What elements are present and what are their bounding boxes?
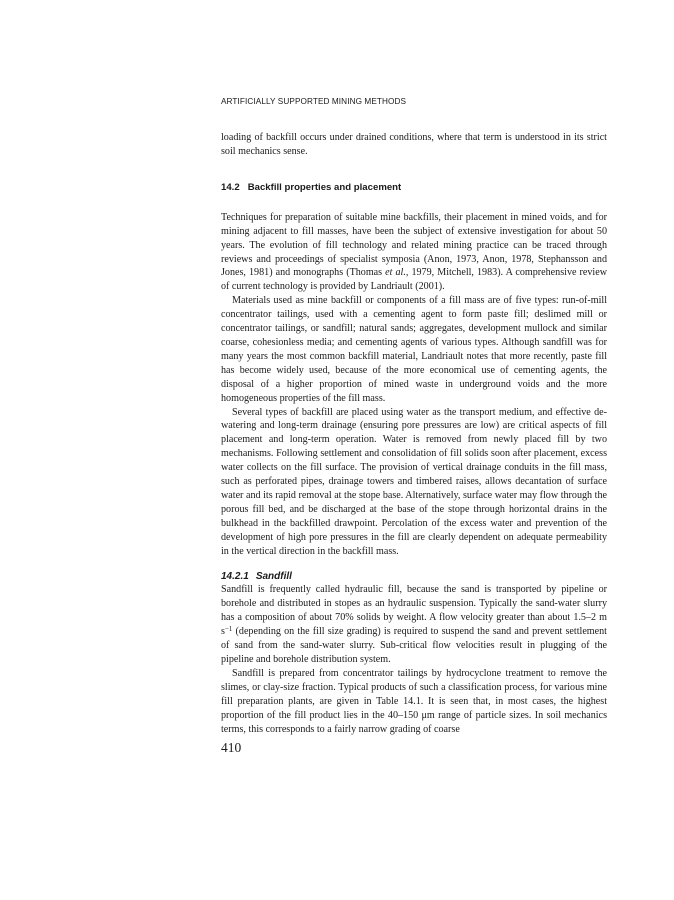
et-al: et al. <box>385 267 406 279</box>
subsection-number: 14.2.1 <box>221 571 249 583</box>
subsection-paragraph-1-part1: Sandfill is frequently called hydraulic fill, because the sand is transported by pipeline or borehole and distributed in stopes as an hydraulic suspension. Typically the sand-water slurry has a composition of about 70% solids by weight. A flow velocity greater than about 1.5–2 m s <box>221 584 607 638</box>
section-paragraph-1-part1: Techniques for preparation of suitable mine backfills, their placement in mined voids, and for mining adjacent to fill masses, have been the subject of extensive investigation for about 50 years. The evolution of fill technology and related mining practice can be traced through reviews and proceedings of specialist symposia (Anon, 1973, Anon, 1978, Stephansson and Jones, 1981) and monographs (Thomas <box>221 211 607 279</box>
section-number: 14.2 <box>221 181 240 193</box>
intro-paragraph: loading of backfill occurs under drained conditions, where that term is understood in its strict soil mechanics sense. <box>221 132 607 157</box>
superscript-minus-one: −1 <box>224 625 233 634</box>
section-paragraph-2: Materials used as mine backfill or components of a fill mass are of five types: run-of-mill concentrator tailings, used with a cementing agent to form paste fill; deslimed mill or concentrator tailings, or sandfill; natural sands; aggregates, development mullock and similar coarse, cohesionless media; and cementing agents of various types. Although sandfill was for many years the most common backfill material, Landriault notes that more recently, paste fill has become widely used, because of the more economical use of cementing agents, the disposal of a higher proportion of mined waste in underground voids and the more homogeneous properties of the fill mass. <box>221 295 607 404</box>
subsection-paragraph-1 <box>221 583 607 666</box>
page-number: 410 <box>221 740 242 756</box>
subsection-paragraph-1-part2: (depending on the fill size grading) is required to suspend the sand and prevent settlement of sand from the sand-water slurry. Sub-critical flow velocities result in plugging of the pipeline and borehole distribution system. <box>221 626 607 665</box>
subsection-heading <box>221 570 607 583</box>
section-heading <box>221 181 607 194</box>
subsection-title: Sandfill <box>255 571 292 583</box>
subsection-paragraph-2: Sandfill is prepared from concentrator tailings by hydrocyclone treatment to remove the slimes, or clay-size fraction. Typical products of such a classification process, for various mine fill preparation plants, are given in Table 14.1. It is seen that, in most cases, the highest proportion of the fill product lies in the 40–150 μm range of particle sizes. In soil mechanics terms, this corresponds to a fairly narrow grading of coarse <box>221 667 607 735</box>
book-page <box>221 96 607 756</box>
section-paragraph-1-part2: , 1979, Mitchell, 1983). A comprehensive review of current technology is provided by Landriault (2001). <box>221 267 607 293</box>
section-paragraph-1 <box>221 211 607 294</box>
running-head: ARTIFICIALLY SUPPORTED MINING METHODS <box>221 97 407 106</box>
section-title: Backfill properties and placement <box>247 181 402 193</box>
section-paragraph-3: Several types of backfill are placed using water as the transport medium, and effective de-watering and long-term drainage (ensuring pore pressures are low) are critical aspects of fill placement and long-term operation. Water is removed from newly placed fill by two mechanisms. Following settlement and consolidation of fill solids soon after placement, excess water collects on the fill surface. The provision of vertical drainage conduits in the fill mass, such as perforated pipes, drainage towers and timbered raises, allows decantation of surface water and its rapid removal at the stope base. Alternatively, surface water may flow through the porous fill bed, and be discharged at the base of the stope through horizontal drains in the bulkhead in the backfilled drawpoint. Percolation of the excess water and prevention of the development of high pore pressures in the fill are clearly dependent on adequate permeability in the vertical direction in the backfill mass. <box>221 406 607 557</box>
